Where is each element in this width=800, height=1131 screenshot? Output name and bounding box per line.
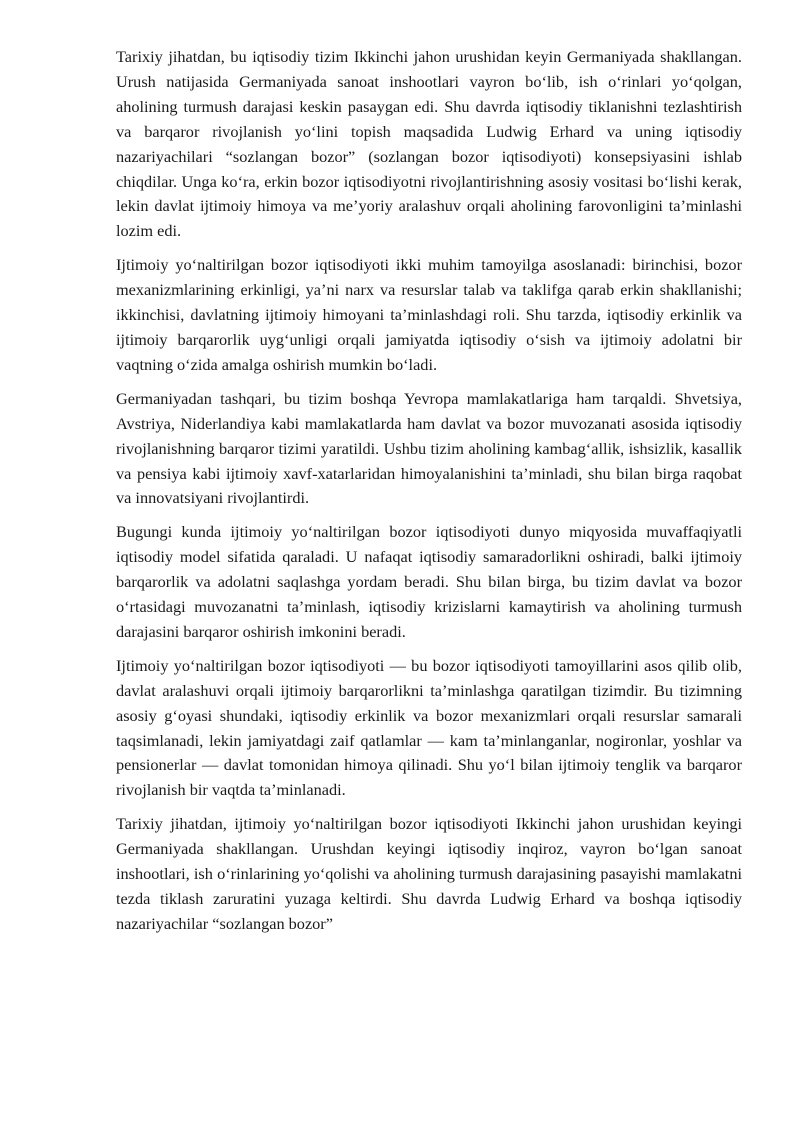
paragraph-5: Ijtimoiy yo‘naltirilgan bozor iqtisodiyoti — bu bozor iqtisodiyoti tamoyillarini asos qilib olib, davlat aralashuvi orqali ijtimoiy barqarorlikni ta’minlashga qaratilgan tizimdir. Bu tizimning asosiy g‘oyasi shundaki, iqtisodiy erkinlik va bozor mexanizmlari orqali resurslar samarali taqsimlanadi, lekin jamiyatdagi zaif qatlamlar — kam ta’minlanganlar, nogironlar, yoshlar va pensionerlar — davlat tomonidan himoya qilinadi. Shu yo‘l bilan ijtimoiy tenglik va barqaror rivojlanish bir vaqtda ta’minlanadi. [116, 655, 742, 800]
paragraph-3: Germaniyadan tashqari, bu tizim boshqa Yevropa mamlakatlariga ham tarqaldi. Shvetsiya, Avstriya, Niderlandiya kabi mamlakatlarda ham davlat va bozor muvozanati asosida iqtisodiy rivojlanishning barqaror tizimi yaratildi. Ushbu tizim aholining kambag‘allik, ishsizlik, kasallik va pensiya kabi ijtimoiy xavf-xatarlaridan himoyalanishini ta’minladi, shu bilan birga raqobat va innovatsiyani rivojlantirdi. [116, 388, 742, 508]
paragraph-4: Bugungi kunda ijtimoiy yo‘naltirilgan bozor iqtisodiyoti dunyo miqyosida muvaffaqiyatli iqtisodiy model sifatida qaraladi. U nafaqat iqtisodiy samaradorlikni oshiradi, balki ijtimoiy barqarorlik va adolatni saqlashga yordam beradi. Shu bilan birga, bu tizim davlat va bozor o‘rtasidagi muvozanatni ta’minlash, iqtisodiy krizislarni kamaytirish va aholining turmush darajasini barqaror oshirish imkonini beradi. [116, 522, 742, 641]
paragraph-2: Ijtimoiy yo‘naltirilgan bozor iqtisodiyoti ikki muhim tamoyilga asoslanadi: birinchisi, bozor mexanizmlarining erkinligi, ya’ni narx va resurslar talab va taklifga qarab erkin shakllanishi; ikkinchisi, davlatning ijtimoiy himoyani ta’minlashdagi roli. Shu tarzda, iqtisodiy erkinlik va ijtimoiy barqarorlik uyg‘unligi orqali jamiyatda iqtisodiy o‘sish va ijtimoiy adolatni bir vaqtning o‘zida amalga oshirish mumkin bo‘ladi. [116, 255, 742, 374]
paragraph-6: Tarixiy jihatdan, ijtimoiy yo‘naltirilgan bozor iqtisodiyoti Ikkinchi jahon urushidan keyingi Germaniyada shakllangan. Urushdan keyingi iqtisodiy inqiroz, vayron bo‘lgan sanoat inshootlari, ish o‘rinlarining yo‘qolishi va aholining turmush darajasining pasayishi mamlakatni tezda tiklash zaruratini yuzaga keltirdi. Shu davrda Ludwig Erhard va boshqa iqtisodiy nazariyachilar “sozlangan bozor” [116, 814, 742, 933]
paragraph-1: Tarixiy jihatdan, bu iqtisodiy tizim Ikkinchi jahon urushidan keyin Germaniyada shakllangan. Urush natijasida Germaniyada sanoat inshootlari vayron bo‘lib, ish o‘rinlari yo‘qolgan, aholining turmush darajasi keskin pasaygan edi. Shu davrda iqtisodiy tiklanishni tezlashtirish va barqaror rivojlanish yo‘lini topish maqsadida Ludwig Erhard va uning iqtisodiy nazariyachilari “sozlangan bozor” (sozlangan bozor iqtisodiyoti) konsepsiyasini ishlab chiqdilar. Unga ko‘ra, erkin bozor iqtisodiyotni rivojlantirishning asosiy vositasi bo‘lishi kerak, lekin davlat ijtimoiy himoya va me’yoriy aralashuv orqali aholining farovonligini ta’minlashi lozim edi. [116, 47, 742, 241]
document-body [116, 45, 742, 946]
